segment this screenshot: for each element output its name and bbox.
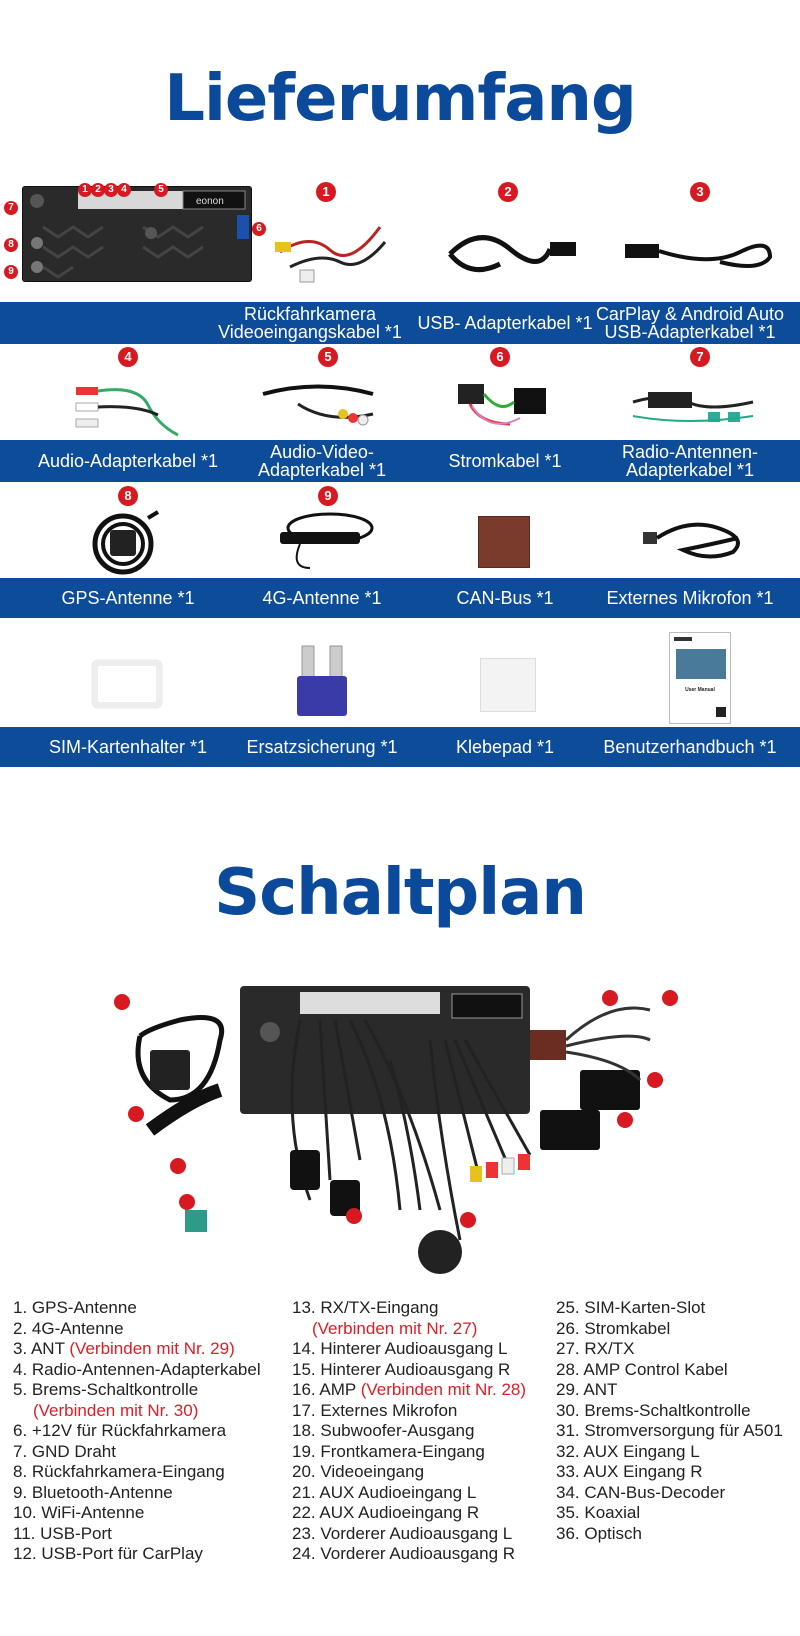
head-unit-illustration	[23, 187, 253, 283]
legend-item-text: 20. Videoeingang	[292, 1462, 425, 1481]
legend-item	[292, 1339, 526, 1360]
legend-item-text: 16. AMP	[292, 1380, 361, 1399]
item-label: 4G-Antenne *1	[262, 588, 382, 608]
rca-cable-icon	[270, 212, 390, 284]
legend-item	[13, 1483, 261, 1504]
legend-item-text: 3. ANT	[13, 1339, 70, 1358]
legend-item	[13, 1401, 261, 1422]
port-marker: 2	[91, 183, 105, 197]
item-number-badge: 6	[490, 347, 510, 367]
legend-item	[556, 1524, 783, 1545]
power-harness-icon	[450, 374, 560, 436]
legend-item-note: (Verbinden mit Nr. 28)	[360, 1380, 527, 1399]
audio-cable-icon	[68, 375, 188, 439]
legend-item-text: 26. Stromkabel	[556, 1318, 671, 1338]
legend-item-text: 15. Hinterer Audioausgang R	[292, 1359, 511, 1379]
av-cable-icon	[258, 374, 383, 434]
legend-item-text: 24. Vorderer Audioausgang R	[292, 1544, 516, 1563]
legend-item	[13, 1360, 261, 1381]
legend-item-text: 2. 4G-Antenne	[13, 1318, 124, 1338]
usb-cable-icon	[440, 224, 580, 284]
item-number-badge: 3	[690, 182, 710, 202]
legend-item	[292, 1319, 526, 1340]
item-label: SIM-Kartenhalter *1	[48, 737, 208, 757]
brand-text: eonon	[196, 196, 224, 207]
legend-column-1	[13, 1298, 261, 1565]
legend-item	[292, 1503, 526, 1524]
antenna-adapter-icon	[628, 382, 758, 432]
gps-antenna-icon	[88, 508, 168, 576]
item-label: Audio-Adapterkabel *1	[37, 451, 219, 471]
legend-item	[13, 1339, 261, 1360]
legend-item-text: 6. +12V für Rückfahrkamera	[13, 1421, 227, 1440]
item-number-badge: 2	[498, 182, 518, 202]
item-number-badge: 5	[318, 347, 338, 367]
legend-item	[292, 1298, 526, 1319]
legend-item	[292, 1421, 526, 1442]
legend-item-text: 30. Brems-Schaltkontrolle	[556, 1400, 751, 1420]
legend-item	[13, 1524, 261, 1545]
legend-item-text: 32. AUX Eingang L	[556, 1441, 700, 1461]
item-label: CAN-Bus *1	[456, 588, 554, 608]
legend-item	[292, 1524, 526, 1545]
pad-icon	[480, 658, 536, 712]
legend-item-text: 35. Koaxial	[556, 1503, 641, 1522]
legend-item-text: 4. Radio-Antennen-Adapterkabel	[13, 1359, 261, 1379]
item-label: Stromkabel *1	[448, 451, 562, 471]
legend-item	[556, 1503, 783, 1524]
manual-title: User Manual	[685, 687, 715, 693]
legend-item	[556, 1462, 783, 1483]
item-label: Ersatzsicherung *1	[246, 737, 398, 757]
port-marker: 5	[154, 183, 168, 197]
legend-item-text: 25. SIM-Karten-Slot	[556, 1298, 706, 1317]
legend-item-text: 23. Vorderer Audioausgang L	[292, 1523, 513, 1543]
legend-item-text: 36. Optisch	[556, 1523, 642, 1543]
legend-item-text: 10. WiFi-Antenne	[13, 1503, 145, 1522]
legend-item	[13, 1544, 261, 1565]
item-number-badge: 8	[118, 486, 138, 506]
section-title-lieferumfang: Lieferumfang	[164, 62, 636, 136]
item-label: Klebepad *1	[455, 737, 555, 757]
legend-item	[13, 1380, 261, 1401]
legend-item	[292, 1442, 526, 1463]
port-marker: 9	[4, 265, 18, 279]
legend-item-note: (Verbinden mit Nr. 29)	[69, 1339, 235, 1358]
legend-item-text: 5. Brems-Schaltkontrolle	[13, 1380, 199, 1399]
item-label: Audio-Video- Adapterkabel *1	[257, 442, 387, 480]
item-label: Rückfahrkamera Videoeingangskabel *1	[218, 304, 402, 342]
legend-item	[556, 1442, 783, 1463]
item-label: Externes Mikrofon *1	[606, 588, 774, 608]
legend-item-text: 8. Rückfahrkamera-Eingang	[13, 1462, 225, 1481]
usb-cable-icon	[620, 232, 780, 280]
legend-item-text: 9. Bluetooth-Antenne	[13, 1482, 173, 1502]
legend-item	[556, 1339, 783, 1360]
section-title-schaltplan: Schaltplan	[214, 856, 586, 930]
legend-item	[556, 1319, 783, 1340]
legend-item-text: 1. GPS-Antenne	[13, 1298, 137, 1317]
item-number-badge: 1	[316, 182, 336, 202]
item-label: Benutzerhandbuch *1	[603, 737, 777, 757]
legend-item	[13, 1442, 261, 1463]
legend-item	[556, 1298, 783, 1319]
legend-item	[13, 1503, 261, 1524]
legend-item	[292, 1462, 526, 1483]
wiring-diagram	[110, 980, 710, 1290]
legend-column-2	[292, 1298, 526, 1565]
legend-item	[556, 1483, 783, 1504]
canbus-icon	[478, 516, 530, 568]
legend-item	[13, 1421, 261, 1442]
microphone-icon	[638, 516, 750, 564]
legend-item-text: 17. Externes Mikrofon	[292, 1400, 458, 1420]
legend-item-text: 14. Hinterer Audioausgang L	[292, 1339, 508, 1358]
legend-item-note: (Verbinden mit Nr. 30)	[33, 1400, 199, 1420]
sim-holder-icon	[92, 660, 162, 708]
port-marker: 4	[117, 183, 131, 197]
legend-item	[13, 1462, 261, 1483]
legend-item-text: 13. RX/TX-Eingang	[292, 1298, 439, 1317]
legend-item-text: 11. USB-Port	[13, 1523, 112, 1543]
legend-item	[292, 1544, 526, 1565]
4g-antenna-icon	[270, 508, 390, 574]
legend-item-text: 34. CAN-Bus-Decoder	[556, 1482, 726, 1502]
item-number-badge: 9	[318, 486, 338, 506]
legend-item	[13, 1298, 261, 1319]
legend-item-text: 33. AUX Eingang R	[556, 1462, 703, 1481]
legend-item	[292, 1401, 526, 1422]
fuse-icon	[292, 642, 352, 720]
legend-item-text: 31. Stromversorgung für A501	[556, 1421, 783, 1440]
port-marker: 3	[104, 183, 118, 197]
legend-item	[292, 1483, 526, 1504]
legend-item-text: 27. RX/TX	[556, 1339, 635, 1358]
manual-icon	[669, 632, 731, 724]
port-marker: 1	[78, 183, 92, 197]
port-marker: 8	[4, 238, 18, 252]
item-number-badge: 7	[690, 347, 710, 367]
legend-item	[556, 1380, 783, 1401]
legend-item-text: 12. USB-Port für CarPlay	[13, 1544, 203, 1563]
port-marker: 7	[4, 201, 18, 215]
item-label: Radio-Antennen- Adapterkabel *1	[621, 442, 759, 480]
legend-column-3	[556, 1298, 783, 1544]
item-label: USB- Adapterkabel *1	[417, 313, 593, 333]
port-marker: 6	[252, 222, 266, 236]
legend-item-text: 21. AUX Audioeingang L	[292, 1482, 477, 1502]
item-number-badge: 4	[118, 347, 138, 367]
legend-item-text: 7. GND Draht	[13, 1441, 116, 1461]
legend-item	[556, 1360, 783, 1381]
legend-item	[556, 1421, 783, 1442]
legend-item	[292, 1360, 526, 1381]
legend-item-text: 18. Subwoofer-Ausgang	[292, 1421, 475, 1440]
head-unit-back-panel	[22, 186, 252, 282]
legend-item-text: 19. Frontkamera-Eingang	[292, 1441, 485, 1461]
legend-item-text: 22. AUX Audioeingang R	[292, 1503, 480, 1522]
legend-item	[13, 1319, 261, 1340]
legend-item-text: 28. AMP Control Kabel	[556, 1359, 728, 1379]
legend-item	[292, 1380, 526, 1401]
item-label: CarPlay & Android Auto USB-Adapterkabel *1	[595, 304, 785, 342]
item-label: GPS-Antenne *1	[61, 588, 195, 608]
legend-item-text: 29. ANT	[556, 1380, 618, 1399]
legend-item	[556, 1401, 783, 1422]
legend-item-note: (Verbinden mit Nr. 27)	[312, 1318, 478, 1338]
